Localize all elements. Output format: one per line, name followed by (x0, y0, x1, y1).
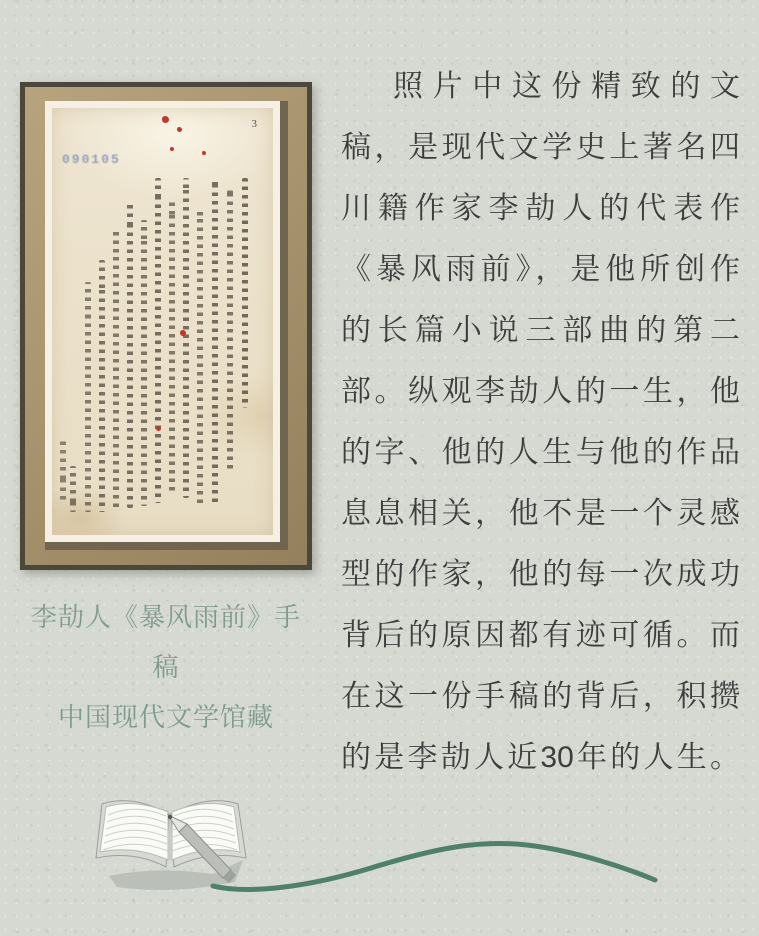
framed-manuscript-photo (20, 82, 312, 570)
open-book-pencil-icon (96, 801, 246, 890)
article-line: 在这一份手稿的背后，积攒 (341, 680, 740, 713)
article-line: 型的作家，他的每一次成功 (341, 558, 740, 591)
article-line: 川籍作家李劼人的代表作 (341, 192, 740, 225)
article-line: 息息相关，他不是一个灵感 (341, 497, 740, 530)
footer-decoration (95, 790, 680, 908)
article-line: 《暴风雨前》，是他所创作 (341, 253, 740, 286)
photo-frame (20, 82, 312, 570)
article-line: 的字、他的人生与他的作品 (341, 436, 740, 469)
frame-bevel (45, 101, 288, 550)
manuscript-paper (52, 108, 273, 535)
archive-stamp: 090105 (62, 152, 121, 167)
article-line: 的长篇小说三部曲的第二 (341, 314, 740, 347)
manuscript-page-number: 3 (251, 118, 257, 130)
article-line: 稿，是现代文学史上著名四 (341, 131, 740, 164)
wave-line (213, 843, 655, 889)
caption-line2: 中国现代文学馆藏 (57, 702, 274, 732)
article-line: 背后的原因都有迹可循。而 (341, 619, 740, 652)
frame-mat (45, 101, 280, 542)
photo-caption (20, 592, 312, 742)
article-line: 照片中这份精致的文 (393, 70, 740, 103)
article-line: 部。纵观李劼人的一生，他 (341, 375, 740, 408)
article-text (341, 56, 740, 788)
article-line: 的是李劼人近30年的人生。 (341, 741, 740, 774)
caption-line1: 李劼人《暴风雨前》手稿 (30, 602, 301, 682)
